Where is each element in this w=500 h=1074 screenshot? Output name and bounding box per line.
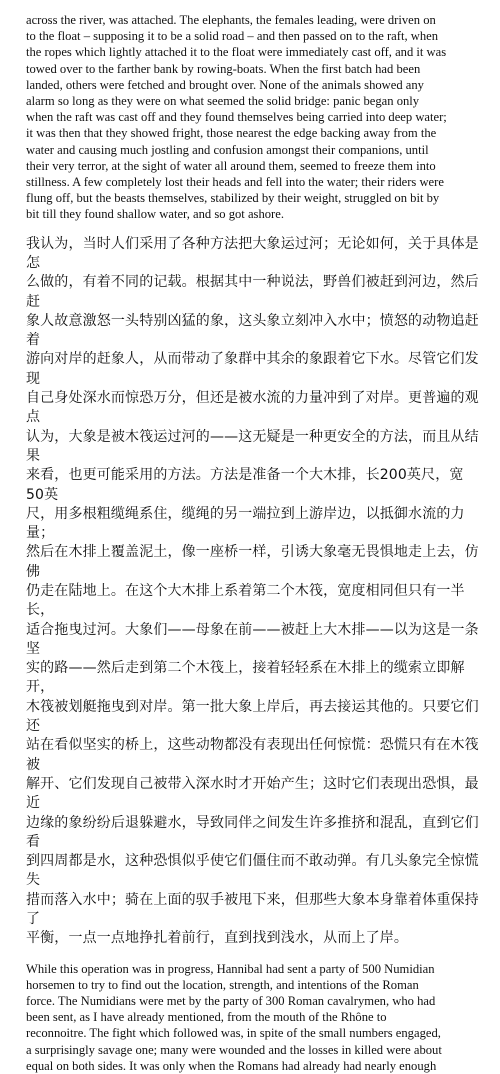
english-paragraph-numidian-skirmish: While this operation was in progress, Hannibal had sent a party of 500 Numidian horsemen to try to find out the location, strength, and intentions of the Roman force. The Numidians were met by the party of 300 Roman cavalrymen, who had been sent, as I have already mentioned, from the mouth of the Rhône to reconnoitre. The fight which followed was, in spite of the small numbers engaged, a surprisingly savage one; many were wounded and the losses in killed were about equal on both sides. It was only when the Romans had already had nearly enough	[26, 961, 442, 1073]
english-paragraph-elephant-crossing: across the river, was attached. The elephants, the females leading, were driven on to the float – supposing it to be a solid road – and then passed on to the raft, when the ropes which lightly attached it to the float were immediately cast off, and it was towed over to the farther bank by rowing-boats. When the first batch had been landed, others were fetched and brought over. None of the animals showed any alarm so long as they were on what seemed the solid bridge: panic began only when the raft was cast off and they found themselves being carried into deep water; it was then that they showed fright, those nearest the edge backing away from the water and causing much jostling and confusion amongst their companions, until their very terror, at the sight of water all around them, seemed to freeze them into stillness. A few completely lost their heads and fell into the water; their riders were flung off, but the beasts themselves, stabilized by their weight, struggled on bit by bit till they found shallow water, and so got ashore.	[26, 13, 447, 222]
chinese-translation-paragraph: 我认为，当时人们采用了各种方法把大象运过河；无论如何，关于具体是怎 么做的，有着不同的记载。根据其中一种说法，野兽们被赶到河边，然后赶 象人故意激怒一头特别凶猛的象，这头象立刻冲入水中；愤怒的动物追赶着 游向对岸的赶象人，从而带动了象群中其余的象跟着它下水。尽管它们发现 自己身处深水而惊恐万分，但还是被水流的力量冲到了对岸。更普遍的观点 认为，大象是被木筏运过河的——这无疑是一种更安全的方法，而且从结果 来看，也更可能采用的方法。方法是准备一个大木排，长200英尺，宽50英 尺，用多根粗缆绳系住，缆绳的另一端拉到上游岸边，以抵御水流的力量； 然后在木排上覆盖泥土，像一座桥一样，引诱大象毫无畏惧地走上去，仿佛 仍走在陆地上。在这个大木排上系着第二个木筏，宽度相同但只有一半长， 适合拖曳过河。大象们——母象在前——被赶上大木排——以为这是一条坚 实的路——然后走到第二个木筏上，接着轻轻系在木排上的缆索立即解开， 木筏被划艇拖曳到对岸。第一批大象上岸后，再去接运其他的。只要它们还 站在看似坚实的桥上，这些动物都没有表现出任何惊慌：恐慌只有在木筏被 解开、它们发现自己被带入深水时才开始产生；这时它们表现出恐惧，最近 边缘的象纷纷后退躲避水，导致同伴之间发生许多推挤和混乱，直到它们看 到四周都是水，这种恐惧似乎使它们僵住而不敢动弹。有几头象完全惊慌失 措而落入水中；骑在上面的驭手被甩下来，但那些大象本身靠着体重保持了 平衡，一点一点地挣扎着前行，直到找到浅水，从而上了岸。	[26, 235, 479, 947]
